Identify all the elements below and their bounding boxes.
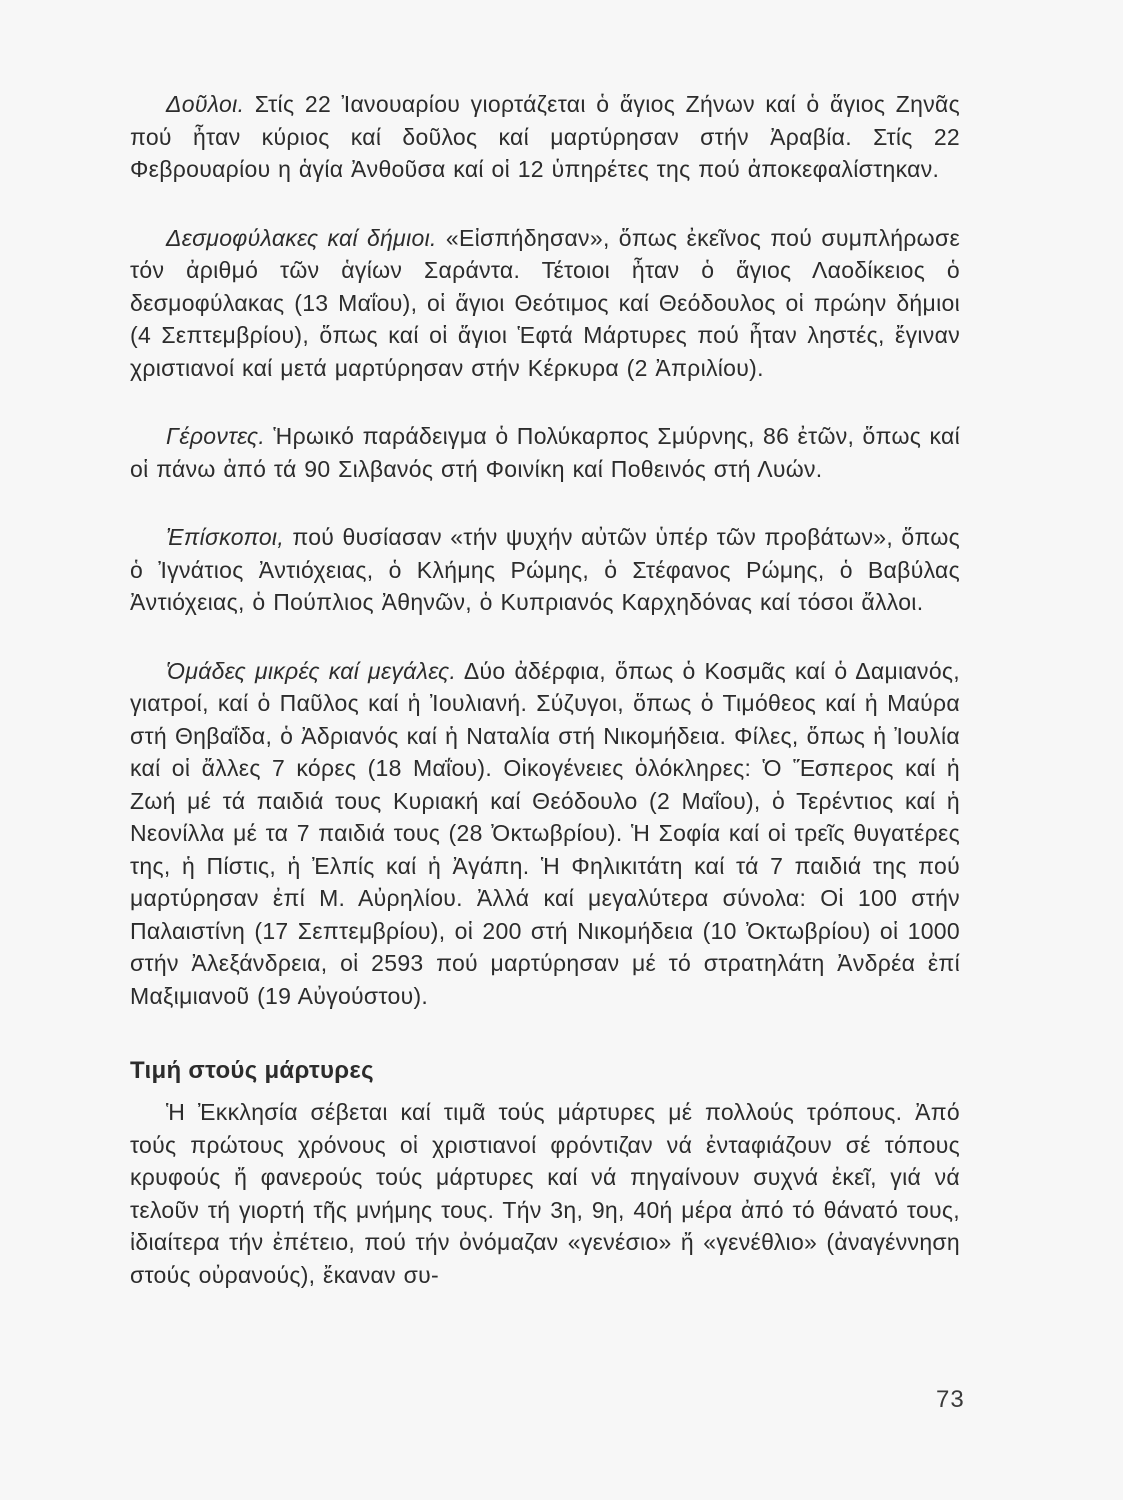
paragraph-gerontes xyxy=(130,420,960,485)
paragraph-closing: Ἡ Ἐκκλησία σέβεται καί τιμᾶ τούς μάρτυρες μέ πολλούς τρόπους. Ἀπό τούς πρώτους χρόνους οἱ χριστιανοί φρόντιζαν νά ἐνταφιάζουν σέ τόπους κρυφούς ἤ φανερούς τούς μάρτυρες καί νά πηγαίνουν συχνά ἐκεῖ, γιά νά τελοῦν τή γιορτή τῆς μνήμης τους. Τήν 3η, 9η, 40ή μέρα ἀπό τό θάνατό τους, ἰδιαίτερα τήν ἐπέτειο, πού τήν ὀνόμαζαν «γενέσιο» ἤ «γενέθλιο» (ἀναγέννηση στούς οὐρανούς), ἔκαναν συ- xyxy=(130,1099,960,1288)
page-number: 73 xyxy=(936,1386,965,1413)
section-heading: Τιμή στούς μάρτυρες xyxy=(130,1057,374,1084)
paragraph-lead: Ὁμάδες μικρές καί μεγάλες. xyxy=(166,657,457,684)
paragraph-text: Δύο ἀδέρφια, ὅπως ὁ Κοσμᾶς καί ὁ Δαμιανός, γιατροί, καί ὁ Παῦλος καί ἡ Ἰουλιανή. Σύζυγοι, ὅπως ὁ Τιμόθεος καί ἡ Μαύρα στή Θηβαΐδα, ὁ Ἀδριανός καί ἡ Ναταλία στή Νικομήδεια. Φίλες, ὅπως ἡ Ἰουλία καί οἱ ἄλλες 7 κόρες (18 Μαΐου). Οἰκογένειες ὁλόκληρες: Ὁ Ἕσπερος καί ἡ Ζωή μέ τά παιδιά τους Κυριακή καί Θεόδουλο (2 Μαΐου), ὁ Τερέντιος καί ἡ Νεονίλλα μέ τα 7 παιδιά τους (28 Ὀκτωβρίου). Ἡ Σοφία καί οἱ τρεῖς θυγατέρες της, ἡ Πίστις, ἡ Ἐλπίς καί ἡ Ἀγάπη. Ἡ Φηλικιτάτη καί τά 7 παιδιά της πού μαρτύρησαν ἐπί Μ. Αὐρηλίου. Ἀλλά καί μεγαλύτερα σύνολα: Οἱ 100 στήν Παλαιστίνη (17 Σεπτεμβρίου), οἱ 200 στή Νικομήδεια (10 Ὀκτωβρίου) οἱ 1000 στήν Ἀλεξάνδρεια, οἱ 2593 πού μαρτύρησαν μέ τό στρατηλάτη Ἀνδρέα ἐπί Μαξιμιανοῦ (19 Αὐγούστου). xyxy=(130,657,960,1009)
paragraph-lead: Γέροντες. xyxy=(166,423,266,449)
paragraph-douloi xyxy=(130,88,960,186)
page-body xyxy=(130,88,960,1291)
paragraph-lead: Ἐπίσκοποι, xyxy=(166,524,285,550)
paragraph-desmofylakes xyxy=(130,222,960,385)
paragraph-text: Ἡρωικό παράδειγμα ὁ Πολύκαρπος Σμύρνης, 86 ἐτῶν, ὅπως καί οἱ πάνω ἀπό τά 90 Σιλβανός στή Φοινίκη καί Ποθεινός στή Λυών. xyxy=(130,423,960,482)
paragraph-lead: Δεσμοφύλακες καί δήμιοι. xyxy=(166,224,437,251)
paragraph-omades xyxy=(130,655,960,1013)
paragraph-text: «Εἰσπήδησαν», ὅπως ἐκεῖνος πού συμπλήρωσε τόν ἀριθμό τῶν ἁγίων Σαράντα. Τέτοιοι ἦταν ὁ ἅγιος Λαοδίκειος ὁ δεσμοφύλακας (13 Μαΐου), οἱ ἅγιοι Θεότιμος καί Θεόδουλος οἱ πρώην δήμιοι (4 Σεπτεμβρίου), ὅπως καί οἱ ἅγιοι Ἑφτά Μάρτυρες πού ἦταν ληστές, ἔγιναν χριστιανοί καί μετά μαρτύρησαν στήν Κέρκυρα (2 Ἀπριλίου). xyxy=(130,224,960,381)
paragraph-text: πού θυσίασαν «τήν ψυχήν αὐτῶν ὑπέρ τῶν προβάτων», ὅπως ὁ Ἰγνάτιος Ἀντιόχειας, ὁ Κλήμης Ρώμης, ὁ Στέφανος Ρώμης, ὁ Βαβύλας Ἀντιόχειας, ὁ Πούπλιος Ἀθηνῶν, ὁ Κυπριανός Καρχηδόνας καί τόσοι ἄλλοι. xyxy=(130,524,960,615)
paragraph-episkopoi xyxy=(130,521,960,619)
paragraph-text: Στίς 22 Ἰανουαρίου γιορτάζεται ὁ ἅγιος Ζήνων καί ὁ ἅγιος Ζηνᾶς πού ἦταν κύριος καί δοῦλος καί μαρτύρησαν στήν Ἀραβία. Στίς 22 Φεβρουαρίου η ἁγία Ἀνθοῦσα καί οἱ 12 ὑπηρέτες της πού ἀποκεφαλίστηκαν. xyxy=(130,91,960,182)
paragraph-lead: Δοῦλοι. xyxy=(166,91,245,117)
